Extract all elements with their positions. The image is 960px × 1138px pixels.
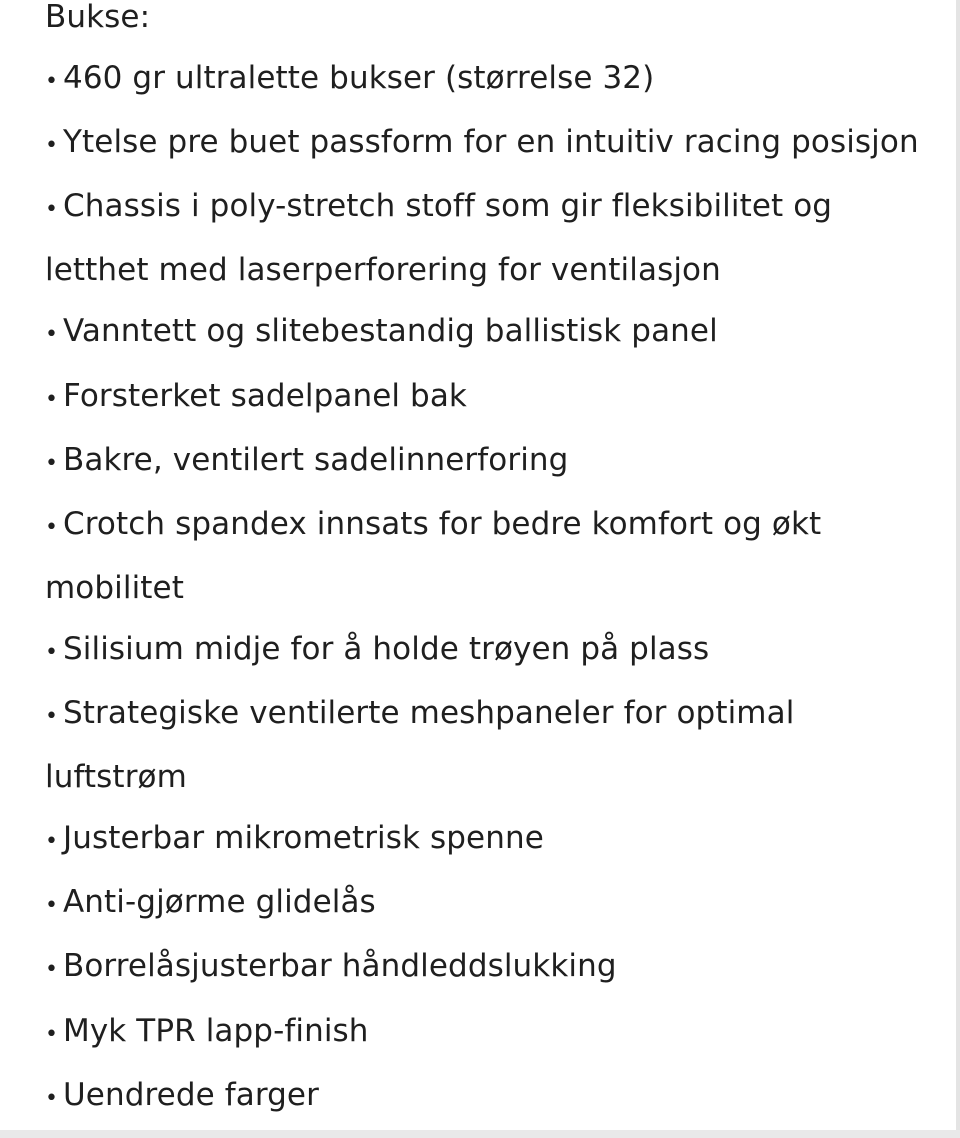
list-item: [45, 430, 925, 494]
bullet-icon: •: [45, 957, 59, 983]
list-item: [45, 48, 925, 112]
feature-text: Bakre, ventilert sadelinnerforing: [63, 441, 569, 478]
bullet-icon: •: [45, 639, 59, 665]
bullet-icon: •: [45, 704, 59, 730]
list-item: [45, 936, 925, 1000]
bullet-icon: •: [45, 133, 59, 159]
feature-text: Crotch spandex innsats for bedre komfort og økt mobilitet: [45, 505, 822, 606]
list-item: [45, 619, 925, 683]
bullet-icon: •: [45, 829, 59, 855]
bullet-icon: •: [45, 514, 59, 540]
bullet-icon: •: [45, 893, 59, 919]
bullet-icon: •: [45, 386, 59, 412]
feature-text: 460 gr ultralette bukser (størrelse 32): [63, 60, 655, 97]
list-item: [45, 366, 925, 430]
list-item: [45, 301, 925, 365]
list-item: [45, 112, 925, 176]
feature-text: Silisium midje for å holde trøyen på plass: [63, 630, 710, 667]
list-item: [45, 1065, 925, 1129]
feature-text: Vanntett og slitebestandig ballistisk panel: [63, 313, 718, 350]
product-description: [45, 0, 925, 1129]
bullet-icon: •: [45, 450, 59, 476]
bullet-icon: •: [45, 322, 59, 348]
bullet-icon: •: [45, 1021, 59, 1047]
feature-text: Strategiske ventilerte meshpaneler for optimal luftstrøm: [45, 695, 795, 796]
bullet-icon: •: [45, 1085, 59, 1111]
feature-text: Ytelse pre buet passform for en intuitiv racing posisjon: [63, 124, 919, 161]
feature-text: Anti-gjørme glidelås: [63, 884, 376, 921]
feature-list: [45, 48, 925, 1129]
feature-text: Forsterket sadelpanel bak: [63, 377, 467, 414]
scrollbar-track[interactable]: [956, 0, 960, 1138]
list-item: [45, 494, 925, 619]
list-item: [45, 808, 925, 872]
bullet-icon: •: [45, 197, 59, 223]
bottom-divider: [0, 1130, 960, 1138]
feature-text: Borrelåsjusterbar håndleddslukking: [63, 948, 617, 985]
feature-text: Myk TPR lapp-finish: [63, 1012, 369, 1049]
feature-text: Chassis i poly-stretch stoff som gir fleksibilitet og letthet med laserperforering for ventilasjon: [45, 188, 833, 289]
list-item: [45, 176, 925, 301]
feature-text: Justerbar mikrometrisk spenne: [63, 820, 544, 857]
section-heading: Bukse:: [45, 0, 151, 35]
list-item: [45, 683, 925, 808]
list-item: [45, 1001, 925, 1065]
bullet-icon: •: [45, 69, 59, 95]
feature-text: Uendrede farger: [63, 1076, 319, 1113]
list-item: [45, 872, 925, 936]
